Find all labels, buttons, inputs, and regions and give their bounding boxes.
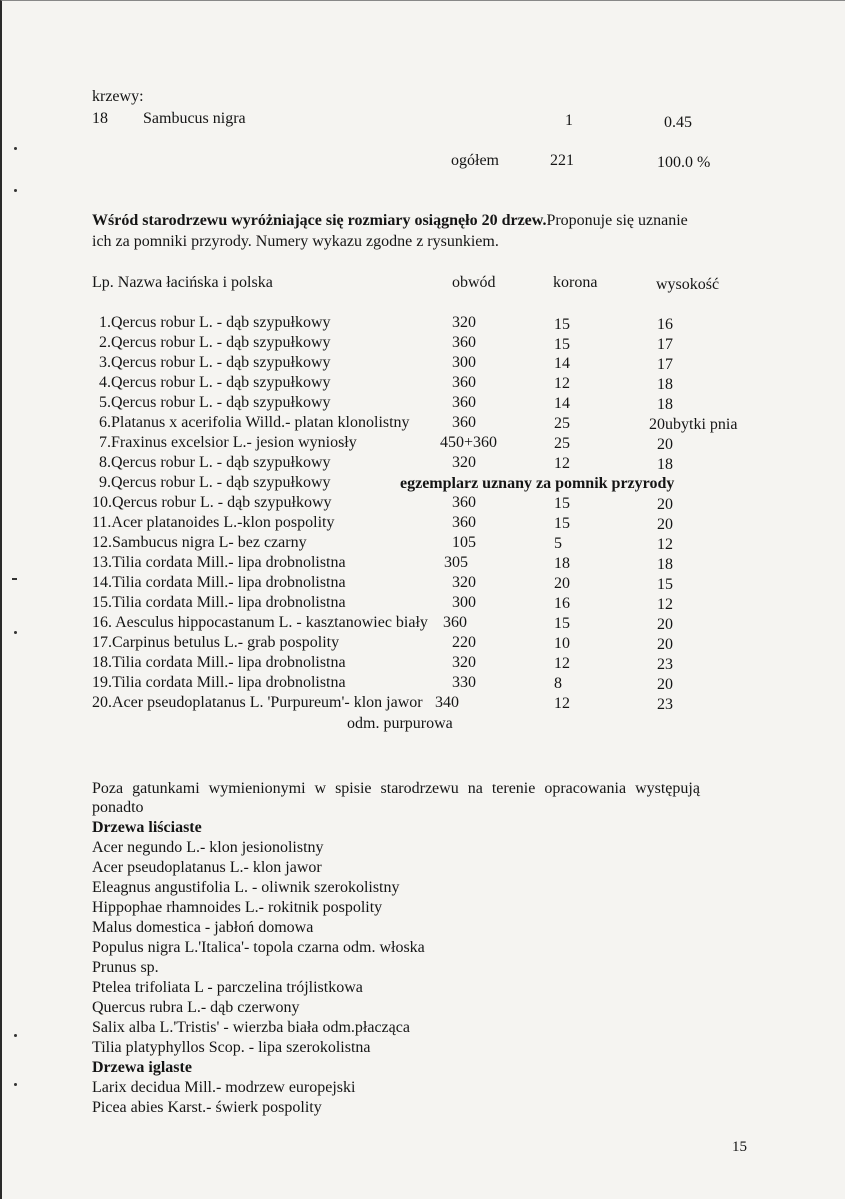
row-korona: 5 [554, 535, 562, 552]
conifers-heading: Drzewa iglaste [92, 1059, 192, 1076]
row-korona: 10 [554, 635, 570, 652]
intro-paragraph [92, 211, 688, 231]
row-obwod: 320 [452, 454, 476, 471]
row-name: 1.Qercus robur L. - dąb szypułkowy [99, 314, 331, 331]
row-name: 12.Sambucus nigra L- bez czarny [92, 534, 307, 551]
list-item: Ptelea trifoliata L - parczelina trójlistkowa [92, 979, 363, 996]
page-number: 15 [732, 1139, 747, 1155]
list-item: Salix alba L.'Tristis' - wierzba biała odm.płacząca [92, 1019, 410, 1036]
intro-rest: Proponuje się uznanie [546, 212, 688, 229]
row-wysokosc: 20 [657, 636, 673, 653]
row-name: 4.Qercus robur L. - dąb szypułkowy [99, 374, 331, 391]
row-korona: 20 [554, 575, 570, 592]
row-wysokosc: 16 [657, 316, 673, 333]
deciduous-heading: Drzewa liściaste [92, 819, 202, 836]
header-korona: korona [553, 274, 598, 291]
row-korona: 12 [554, 655, 570, 672]
row-name: 18.Tilia cordata Mill.- lipa drobnolistna [92, 654, 346, 671]
row-obwod: 360 [452, 514, 476, 531]
row-wysokosc: 20 [657, 436, 673, 453]
row-wysokosc: 23 [657, 696, 673, 713]
margin-speck [12, 578, 17, 580]
summary-row-percent: 0.45 [664, 114, 692, 131]
outro-line-2: ponadto [92, 799, 144, 816]
row-name: 9.Qercus robur L. - dąb szypułkowy [99, 474, 331, 491]
list-item: Eleagnus angustifolia L. - oliwnik szerokolistny [92, 879, 400, 896]
row-obwod: 320 [452, 654, 476, 671]
total-label: ogółem [451, 152, 499, 169]
row-name: 11.Acer platanoides L.-klon pospolity [92, 514, 335, 531]
list-item: Acer negundo L.- klon jesionolistny [92, 839, 324, 856]
row-name: 5.Qercus robur L. - dąb szypułkowy [99, 394, 331, 411]
row-korona: 15 [554, 515, 570, 532]
margin-speck [14, 1034, 17, 1037]
list-item: Quercus rubra L.- dąb czerwony [92, 999, 300, 1016]
row-obwod: 360 [452, 334, 476, 351]
row-wysokosc: 20 [657, 516, 673, 533]
row-wysokosc: 12 [657, 536, 673, 553]
total-percent: 100.0 % [657, 154, 711, 171]
list-item: Acer pseudoplatanus L.- klon jawor [92, 859, 322, 876]
summary-row-number: 18 [92, 110, 108, 127]
row-wysokosc: 17 [657, 336, 673, 353]
row-name: 6.Platanus x acerifolia Willd.- platan klonolistny [99, 414, 410, 431]
header-name: Lp. Nazwa łacińska i polska [92, 274, 273, 291]
row-korona: 25 [554, 415, 570, 432]
list-item: Hippophae rhamnoides L.- rokitnik pospolity [92, 899, 383, 916]
row-korona: 14 [554, 355, 570, 372]
row-obwod: 105 [452, 534, 476, 551]
row-wysokosc: 17 [657, 356, 673, 373]
row-korona: 12 [554, 375, 570, 392]
row-wysokosc: 20 [657, 676, 673, 693]
row-obwod: 330 [452, 674, 476, 691]
row-wysokosc: 18 [657, 396, 673, 413]
row-korona: 12 [554, 695, 570, 712]
row-obwod: 305 [444, 554, 468, 571]
list-item: Malus domestica - jabłoń domowa [92, 919, 314, 936]
row-obwod: 360 [452, 414, 476, 431]
margin-speck [14, 189, 17, 192]
row-wysokosc: 20 [657, 616, 673, 633]
header-obwod: obwód [452, 274, 496, 291]
row-obwod: 300 [452, 354, 476, 371]
summary-row-name: Sambucus nigra [143, 110, 246, 127]
list-item: Picea abies Karst.- świerk pospolity [92, 1099, 322, 1116]
row-name: 17.Carpinus betulus L.- grab pospolity [92, 634, 340, 651]
row-obwod: 340 [435, 694, 459, 711]
margin-speck [14, 631, 17, 634]
row-obwod: 450+360 [440, 434, 498, 451]
row-wysokosc: 18 [657, 376, 673, 393]
row-name: 10.Qercus robur L. - dąb szypułkowy [92, 494, 332, 511]
row-obwod: 360 [452, 374, 476, 391]
row-wysokosc: 18 [657, 556, 673, 573]
row-name: 13.Tilia cordata Mill.- lipa drobnolistna [92, 554, 346, 571]
intro-line-2: ich za pomniki przyrody. Numery wykazu zgodne z rysunkiem. [92, 233, 499, 250]
row-wysokosc: 15 [657, 576, 673, 593]
row-20-continuation: odm. purpurowa [347, 715, 453, 732]
row-korona: 15 [554, 615, 570, 632]
row-korona: 8 [554, 675, 562, 692]
header-wysokosc: wysokość [656, 276, 720, 293]
row-name: 20.Acer pseudoplatanus L. 'Purpureum'- klon jawor [92, 694, 423, 711]
row-name: 14.Tilia cordata Mill.- lipa drobnolistna [92, 574, 346, 591]
row-name: 15.Tilia cordata Mill.- lipa drobnolistna [92, 594, 346, 611]
row-name: 7.Fraxinus excelsior L.- jesion wyniosły [99, 434, 357, 451]
row-korona: 25 [554, 435, 570, 452]
intro-bold: Wśród starodrzewu wyróżniające się rozmiary osiągnęło 20 drzew. [92, 212, 547, 229]
row-obwod: 360 [443, 614, 467, 631]
row-wysokosc: 23 [657, 656, 673, 673]
row-wysokosc: 20 [657, 496, 673, 513]
row-name: 16. Aesculus hippocastanum L. - kasztanowiec biały [92, 614, 428, 631]
row-wysokosc: 12 [657, 596, 673, 613]
list-item: Tilia platyphyllos Scop. - lipa szerokolistna [92, 1039, 371, 1056]
row-note: egzemplarz uznany za pomnik przyrody [400, 475, 675, 492]
list-item: Prunus sp. [92, 959, 159, 976]
margin-speck [14, 147, 17, 150]
row-korona: 15 [554, 316, 570, 333]
row-obwod: 360 [452, 494, 476, 511]
row-korona: 15 [554, 336, 570, 353]
row-korona: 12 [554, 455, 570, 472]
row-name: 2.Qercus robur L. - dąb szypułkowy [99, 334, 331, 351]
row-name: 8.Qercus robur L. - dąb szypułkowy [99, 454, 331, 471]
row-obwod: 320 [452, 574, 476, 591]
margin-speck [14, 1083, 17, 1086]
summary-row-count: 1 [565, 112, 573, 129]
list-item: Larix decidua Mill.- modrzew europejski [92, 1079, 356, 1096]
row-wysokosc: 20ubytki pnia [649, 416, 738, 433]
total-count: 221 [550, 152, 574, 169]
row-korona: 18 [554, 555, 570, 572]
row-name: 3.Qercus robur L. - dąb szypułkowy [99, 354, 331, 371]
row-obwod: 300 [452, 594, 476, 611]
row-korona: 14 [554, 395, 570, 412]
category-label: krzewy: [92, 88, 144, 105]
row-obwod: 360 [452, 394, 476, 411]
row-korona: 15 [554, 495, 570, 512]
row-name: 19.Tilia cordata Mill.- lipa drobnolistna [92, 674, 346, 691]
row-korona: 16 [554, 595, 570, 612]
list-item: Populus nigra L.'Italica'- topola czarna odm. włoska [92, 939, 425, 956]
row-obwod: 320 [452, 314, 476, 331]
row-wysokosc: 18 [657, 456, 673, 473]
row-obwod: 220 [452, 634, 476, 651]
outro-line-1: Poza gatunkami wymienionymi w spisie starodrzewu na terenie opracowania występują [92, 780, 700, 797]
